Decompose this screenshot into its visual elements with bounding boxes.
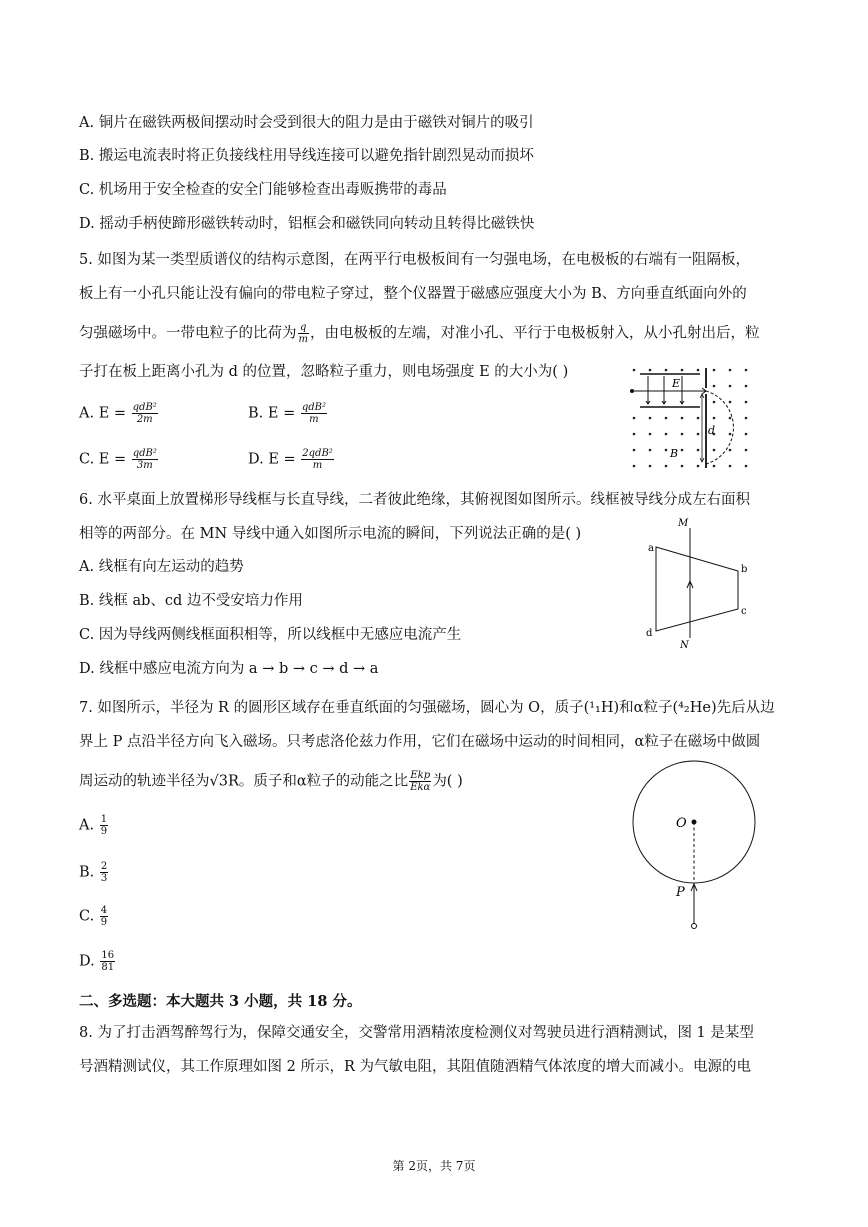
q7-option-b	[79, 861, 109, 884]
q5-option-b-label: B. E =	[248, 405, 300, 422]
field-dot	[633, 417, 636, 420]
q5-stem-line3	[79, 322, 759, 345]
field-dot	[729, 417, 732, 420]
field-dot	[681, 433, 684, 436]
q7-ratio-den: Ekα	[410, 782, 431, 793]
field-dot	[745, 417, 748, 420]
field-dot	[713, 385, 716, 388]
q5-stem-line2: 板上有一小孔只能让没有偏向的带电粒子穿过，整个仪器置于磁感应强度大小为 B、方向垂直纸面向外的	[79, 286, 747, 302]
field-dot	[745, 433, 748, 436]
q5-option-c-num: qdB²	[132, 448, 157, 459]
field-dot	[681, 465, 684, 468]
q7-option-c-den: 9	[100, 917, 108, 928]
field-dot	[665, 449, 668, 452]
q6-fig-label-d: d	[646, 628, 653, 639]
q8-stem-line2: 号酒精测试仪，其工作原理如图 2 所示，R 为气敏电阻，其阻值随酒精气体浓度的增大而减小。电源的电	[79, 1059, 751, 1075]
q6-trapezoid-wire-figure	[640, 514, 760, 654]
field-dot	[697, 449, 700, 452]
field-dot	[633, 449, 636, 452]
field-dot	[745, 449, 748, 452]
field-dot	[713, 465, 716, 468]
q7-stem-line2: 界上 P 点沿半径方向飞入磁场。只考虑洛伦兹力作用，它们在磁场中运动的时间相同，α粒子在磁场中做圆	[79, 734, 761, 750]
q5-option-d-label: D. E =	[248, 451, 301, 468]
q5-option-a	[79, 402, 159, 425]
q7-option-c-num: 4	[100, 905, 108, 916]
field-dot	[729, 385, 732, 388]
q5-option-b-den: m	[309, 414, 319, 425]
field-dot	[649, 433, 652, 436]
field-dot	[665, 465, 668, 468]
field-dot	[713, 449, 716, 452]
q7-option-d-den: 81	[101, 962, 115, 973]
q7-circle-field-figure	[626, 758, 766, 934]
field-dot	[649, 369, 652, 372]
field-dot	[665, 369, 668, 372]
field-dot	[665, 417, 668, 420]
q7-option-d	[79, 950, 116, 973]
q5-charge-ratio	[298, 322, 309, 345]
field-dot	[633, 433, 636, 436]
q7-option-a-num: 1	[100, 814, 108, 825]
field-dot	[633, 465, 636, 468]
q7-fig-label-o: O	[676, 816, 687, 831]
q7-option-a	[79, 814, 109, 837]
q5-option-a-den: 2m	[136, 414, 153, 425]
q6-fig-label-m: M	[678, 518, 689, 529]
q5-ratio-den: m	[298, 334, 308, 345]
field-dot	[697, 465, 700, 468]
q6-stem-line2: 相等的两部分。在 MN 导线中通入如图所示电流的瞬间，下列说法正确的是( )	[79, 526, 582, 542]
q4-option-c: C. 机场用于安全检查的安全门能够检查出毒贩携带的毒品	[79, 182, 447, 198]
q7-stem-line3-b: 为( )	[432, 773, 463, 790]
field-dot	[697, 369, 700, 372]
q7-ratio-num: Ekp	[410, 770, 431, 781]
field-dot	[665, 433, 668, 436]
q7-option-a-label: A.	[79, 817, 99, 834]
q6-option-c: C. 因为导线两侧线框面积相等，所以线框中无感应电流产生	[79, 627, 462, 643]
q6-fig-label-b: b	[741, 564, 748, 575]
q7-stem-line1: 7. 如图所示，半径为 R 的圆形区域存在垂直纸面的匀强磁场，圆心为 O，质子(¹₁H)和α粒子(⁴₂He)先后从边	[79, 700, 775, 716]
field-dot	[745, 385, 748, 388]
q6-option-a: A. 线框有向左运动的趋势	[79, 559, 244, 575]
field-dot	[681, 369, 684, 372]
q7-option-d-label: D.	[79, 953, 100, 970]
q7-option-b-label: B.	[79, 864, 99, 881]
q7-option-a-den: 9	[100, 826, 108, 837]
q5-option-d-num: 2qdB²	[302, 448, 333, 459]
q6-fig-label-a: a	[648, 543, 654, 554]
q7-option-b-den: 3	[100, 873, 108, 884]
q6-stem-line1: 6. 水平桌面上放置梯形导线框与长直导线，二者彼此绝缘，其俯视图如图所示。线框被导线分成左右面积	[79, 492, 750, 508]
field-dot	[713, 369, 716, 372]
q5-option-c	[79, 448, 159, 471]
q7-option-b-num: 2	[100, 861, 108, 872]
q5-option-d-den: m	[312, 460, 323, 471]
field-dot	[713, 417, 716, 420]
field-dot	[697, 417, 700, 420]
q5-option-c-den: 3m	[136, 460, 153, 471]
q5-option-a-label: A. E =	[79, 405, 131, 422]
field-dot	[681, 417, 684, 420]
field-dot	[649, 417, 652, 420]
q6-fig-label-n: N	[680, 640, 689, 651]
q5-stem-line1: 5. 如图为某一类型质谱仪的结构示意图，在两平行电极板间有一匀强电场，在电极板的右端有一阻隔板，	[79, 252, 750, 268]
field-dot	[729, 401, 732, 404]
q6-option-b: B. 线框 ab、cd 边不受安培力作用	[79, 593, 303, 609]
q5-option-a-num: qdB²	[132, 402, 157, 413]
q5-mass-spectrometer-figure	[626, 364, 752, 472]
q7-energy-ratio	[409, 770, 431, 793]
field-dot	[713, 401, 716, 404]
q5-stem-line3-a: 匀强磁场中。一带电粒子的比荷为	[79, 325, 297, 342]
field-dot	[729, 433, 732, 436]
field-dot	[633, 369, 636, 372]
q7-option-c	[79, 905, 109, 928]
q5-option-b	[248, 402, 328, 425]
section-heading-multiple-choice: 二、多选题：本大题共 3 小题，共 18 分。	[79, 993, 362, 1010]
field-dot	[681, 449, 684, 452]
field-dot	[697, 433, 700, 436]
q4-option-d: D. 摇动手柄使蹄形磁铁转动时，铝框会和磁铁同向转动且转得比磁铁快	[79, 216, 535, 232]
q5-fig-label-b: B	[670, 447, 679, 460]
field-dot	[745, 465, 748, 468]
field-dot	[649, 449, 652, 452]
q7-fig-label-p: P	[676, 885, 685, 900]
field-dot	[745, 401, 748, 404]
q5-option-b-num: qdB²	[301, 402, 326, 413]
field-dot	[729, 369, 732, 372]
q5-fig-label-e: E	[672, 377, 681, 390]
q4-option-b: B. 搬运电流表时将正负接线柱用导线连接可以避免指针剧烈晃动而损坏	[79, 148, 534, 164]
q7-option-c-label: C.	[79, 908, 99, 925]
q6-option-d: D. 线框中感应电流方向为 a → b → c → d → a	[79, 661, 379, 677]
q5-ratio-num: q	[298, 322, 309, 334]
q4-option-a: A. 铜片在磁铁两极间摆动时会受到很大的阻力是由于磁铁对铜片的吸引	[79, 115, 534, 131]
field-dot	[649, 465, 652, 468]
page-footer: 第 2页，共 7页	[392, 1159, 476, 1173]
q5-option-d	[248, 448, 335, 471]
q6-fig-label-c: c	[741, 606, 747, 617]
q7-stem-line3	[79, 770, 463, 793]
q5-option-c-label: C. E =	[79, 451, 131, 468]
q5-stem-line3-b: ，由电极板的左端，对准小孔、平行于电极板射入，从小孔射出后，粒	[309, 325, 760, 342]
q5-fig-label-d: d	[708, 424, 716, 437]
q7-option-d-num: 16	[101, 950, 115, 961]
field-dot	[729, 465, 732, 468]
field-dot	[729, 449, 732, 452]
q7-stem-line3-a: 周运动的轨迹半径为√3R。质子和α粒子的动能之比	[79, 773, 409, 790]
q5-stem-line4: 子打在板上距离小孔为 d 的位置，忽略粒子重力，则电场强度 E 的大小为( )	[79, 364, 569, 380]
q8-stem-line1: 8. 为了打击酒驾醉驾行为，保障交通安全，交警常用酒精浓度检测仪对驾驶员进行酒精测试，图 1 是某型	[79, 1025, 754, 1041]
field-dot	[745, 369, 748, 372]
